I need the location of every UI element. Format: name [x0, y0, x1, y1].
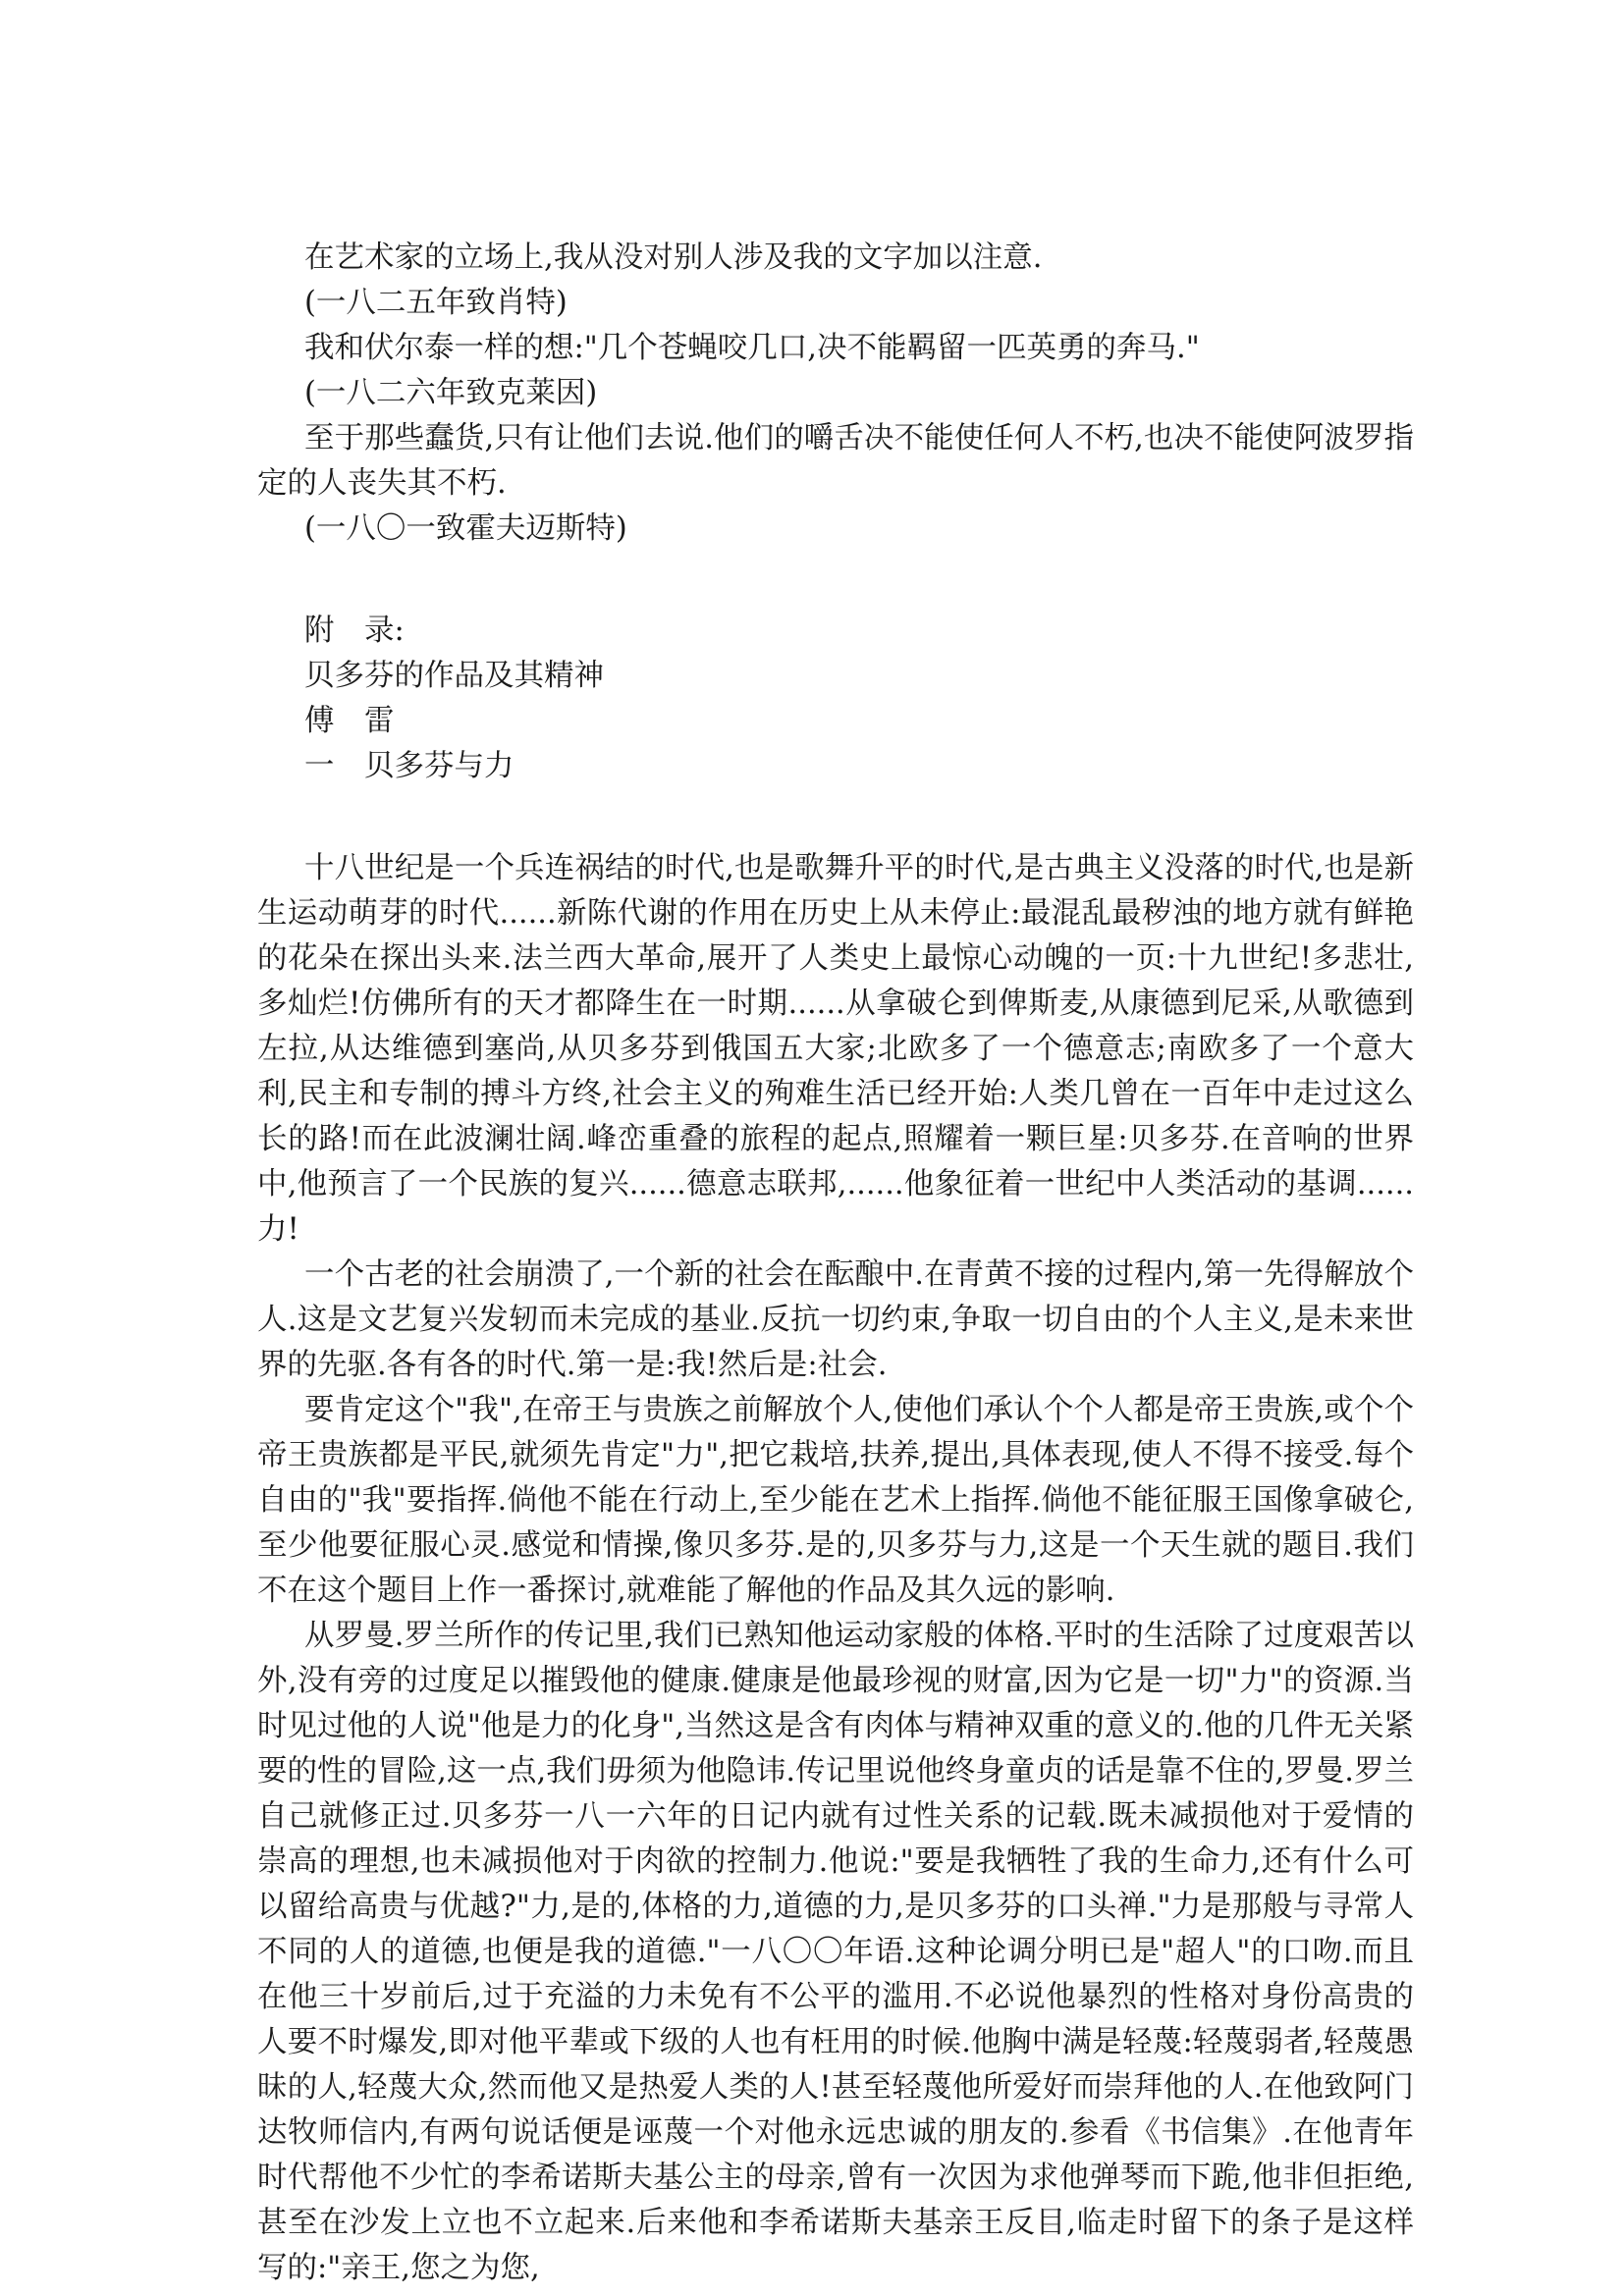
spacer: [257, 552, 1414, 609]
body-paragraph-3: 要肯定这个"我",在帝王与贵族之前解放个人,使他们承认个个人都是帝王贵族,或个个帝王贵族都是平民,就须先肯定"力",把它栽培,扶养,提出,具体表现,使人不得不接受.每个自由的"我"要指挥.倘他不能在行动上,至少能在艺术上指挥.倘他不能征服王国像拿破仑,至少他要征服心灵.感觉和情操,像贝多芬.是的,贝多芬与力,这是一个天生就的题目.我们不在这个题目上作一番探讨,就难能了解他的作品及其久远的影响.: [257, 1393, 1415, 1608]
appendix-label: 附 录:: [304, 614, 405, 648]
appendix-author: 傅 雷: [304, 704, 395, 738]
letter-quote-1: 在艺术家的立场上,我从没对别人涉及我的文字加以注意.: [304, 240, 1043, 275]
body-paragraph-2: 一个古老的社会崩溃了,一个新的社会在酝酿中.在青黄不接的过程内,第一先得解放个人.这是文艺复兴发轫而未完成的基业.反抗一切约束,争取一切自由的个人主义,是未来世界的先驱.各有各的时代.第一是:我!然后是:社会.: [257, 1257, 1414, 1382]
section-heading: 一 贝多芬与力: [304, 749, 514, 783]
letter-quote-2: 我和伏尔泰一样的想:"几个苍蝇咬几口,决不能羁留一匹英勇的奔马.": [304, 331, 1200, 365]
spacer: [257, 789, 1414, 846]
document-page: [257, 236, 1414, 2291]
body-paragraph-1: 十八世纪是一个兵连祸结的时代,也是歌舞升平的时代,是古典主义没落的时代,也是新生运动萌芽的时代......新陈代谢的作用在历史上从未停止:最混乱最秽浊的地方就有鲜艳的花朵在探出头来.法兰西大革命,展开了人类史上最惊心动魄的一页:十九世纪!多悲壮,多灿烂!仿佛所有的天才都降生在一时期......从拿破仑到俾斯麦,从康德到尼采,从歌德到左拉,从达维德到塞尚,从贝多芬到俄国五大家;北欧多了一个德意志;南欧多了一个意大利,民主和专制的搏斗方终,社会主义的殉难生活已经开始:人类几曾在一百年中走过这么长的路!而在此波澜壮阔.峰峦重叠的旅程的起点,照耀着一颗巨星:贝多芬.在音响的世界中,他预言了一个民族的复兴......德意志联邦,......他象征着一世纪中人类活动的基调......力!: [257, 851, 1414, 1247]
letter-source-2: (一八二六年致克莱因): [304, 376, 598, 410]
letter-source-3: (一八〇一致霍夫迈斯特): [304, 511, 627, 546]
appendix-title: 贝多芬的作品及其精神: [304, 659, 604, 693]
body-paragraph-4: 从罗曼.罗兰所作的传记里,我们已熟知他运动家般的体格.平时的生活除了过度艰苦以外,没有旁的过度足以摧毁他的健康.健康是他最珍视的财富,因为它是一切"力"的资源.当时见过他的人说"他是力的化身",当然这是含有肉体与精神双重的意义的.他的几件无关紧要的性的冒险,这一点,我们毋须为他隐讳.传记里说他终身童贞的话是靠不住的,罗曼.罗兰自己就修正过.贝多芬一八一六年的日记内就有过性关系的记载.既未减损他对于爱情的崇高的理想,也未减损他对于肉欲的控制力.他说:"要是我牺牲了我的生命力,还有什么可以留给高贵与优越?"力,是的,体格的力,道德的力,是贝多芬的口头禅."力是那般与寻常人不同的人的道德,也便是我的道德."一八〇〇年语.这种论调分明已是"超人"的口吻.而且在他三十岁前后,过于充溢的力未免有不公平的滥用.不必说他暴烈的性格对身份高贵的人要不时爆发,即对他平辈或下级的人也有枉用的时候.他胸中满是轻蔑:轻蔑弱者,轻蔑愚昧的人,轻蔑大众,然而他又是热爱人类的人!甚至轻蔑他所爱好而崇拜他的人.在他致阿门达牧师信内,有两句说话便是诬蔑一个对他永远忠诚的朋友的.参看《书信集》.在他青年时代帮他不少忙的李希诺斯夫基公主的母亲,曾有一次因为求他弹琴而下跪,他非但拒绝,甚至在沙发上立也不立起来.后来他和李希诺斯夫基亲王反目,临走时留下的条子是这样写的:"亲王,您之为您,: [257, 1619, 1414, 2285]
letter-quote-3: 至于那些蠢货,只有让他们去说.他们的嚼舌决不能使任何人不朽,也决不能使阿波罗指定的人丧失其不朽.: [257, 421, 1414, 501]
letter-source-1: (一八二五年致肖特): [304, 286, 568, 320]
